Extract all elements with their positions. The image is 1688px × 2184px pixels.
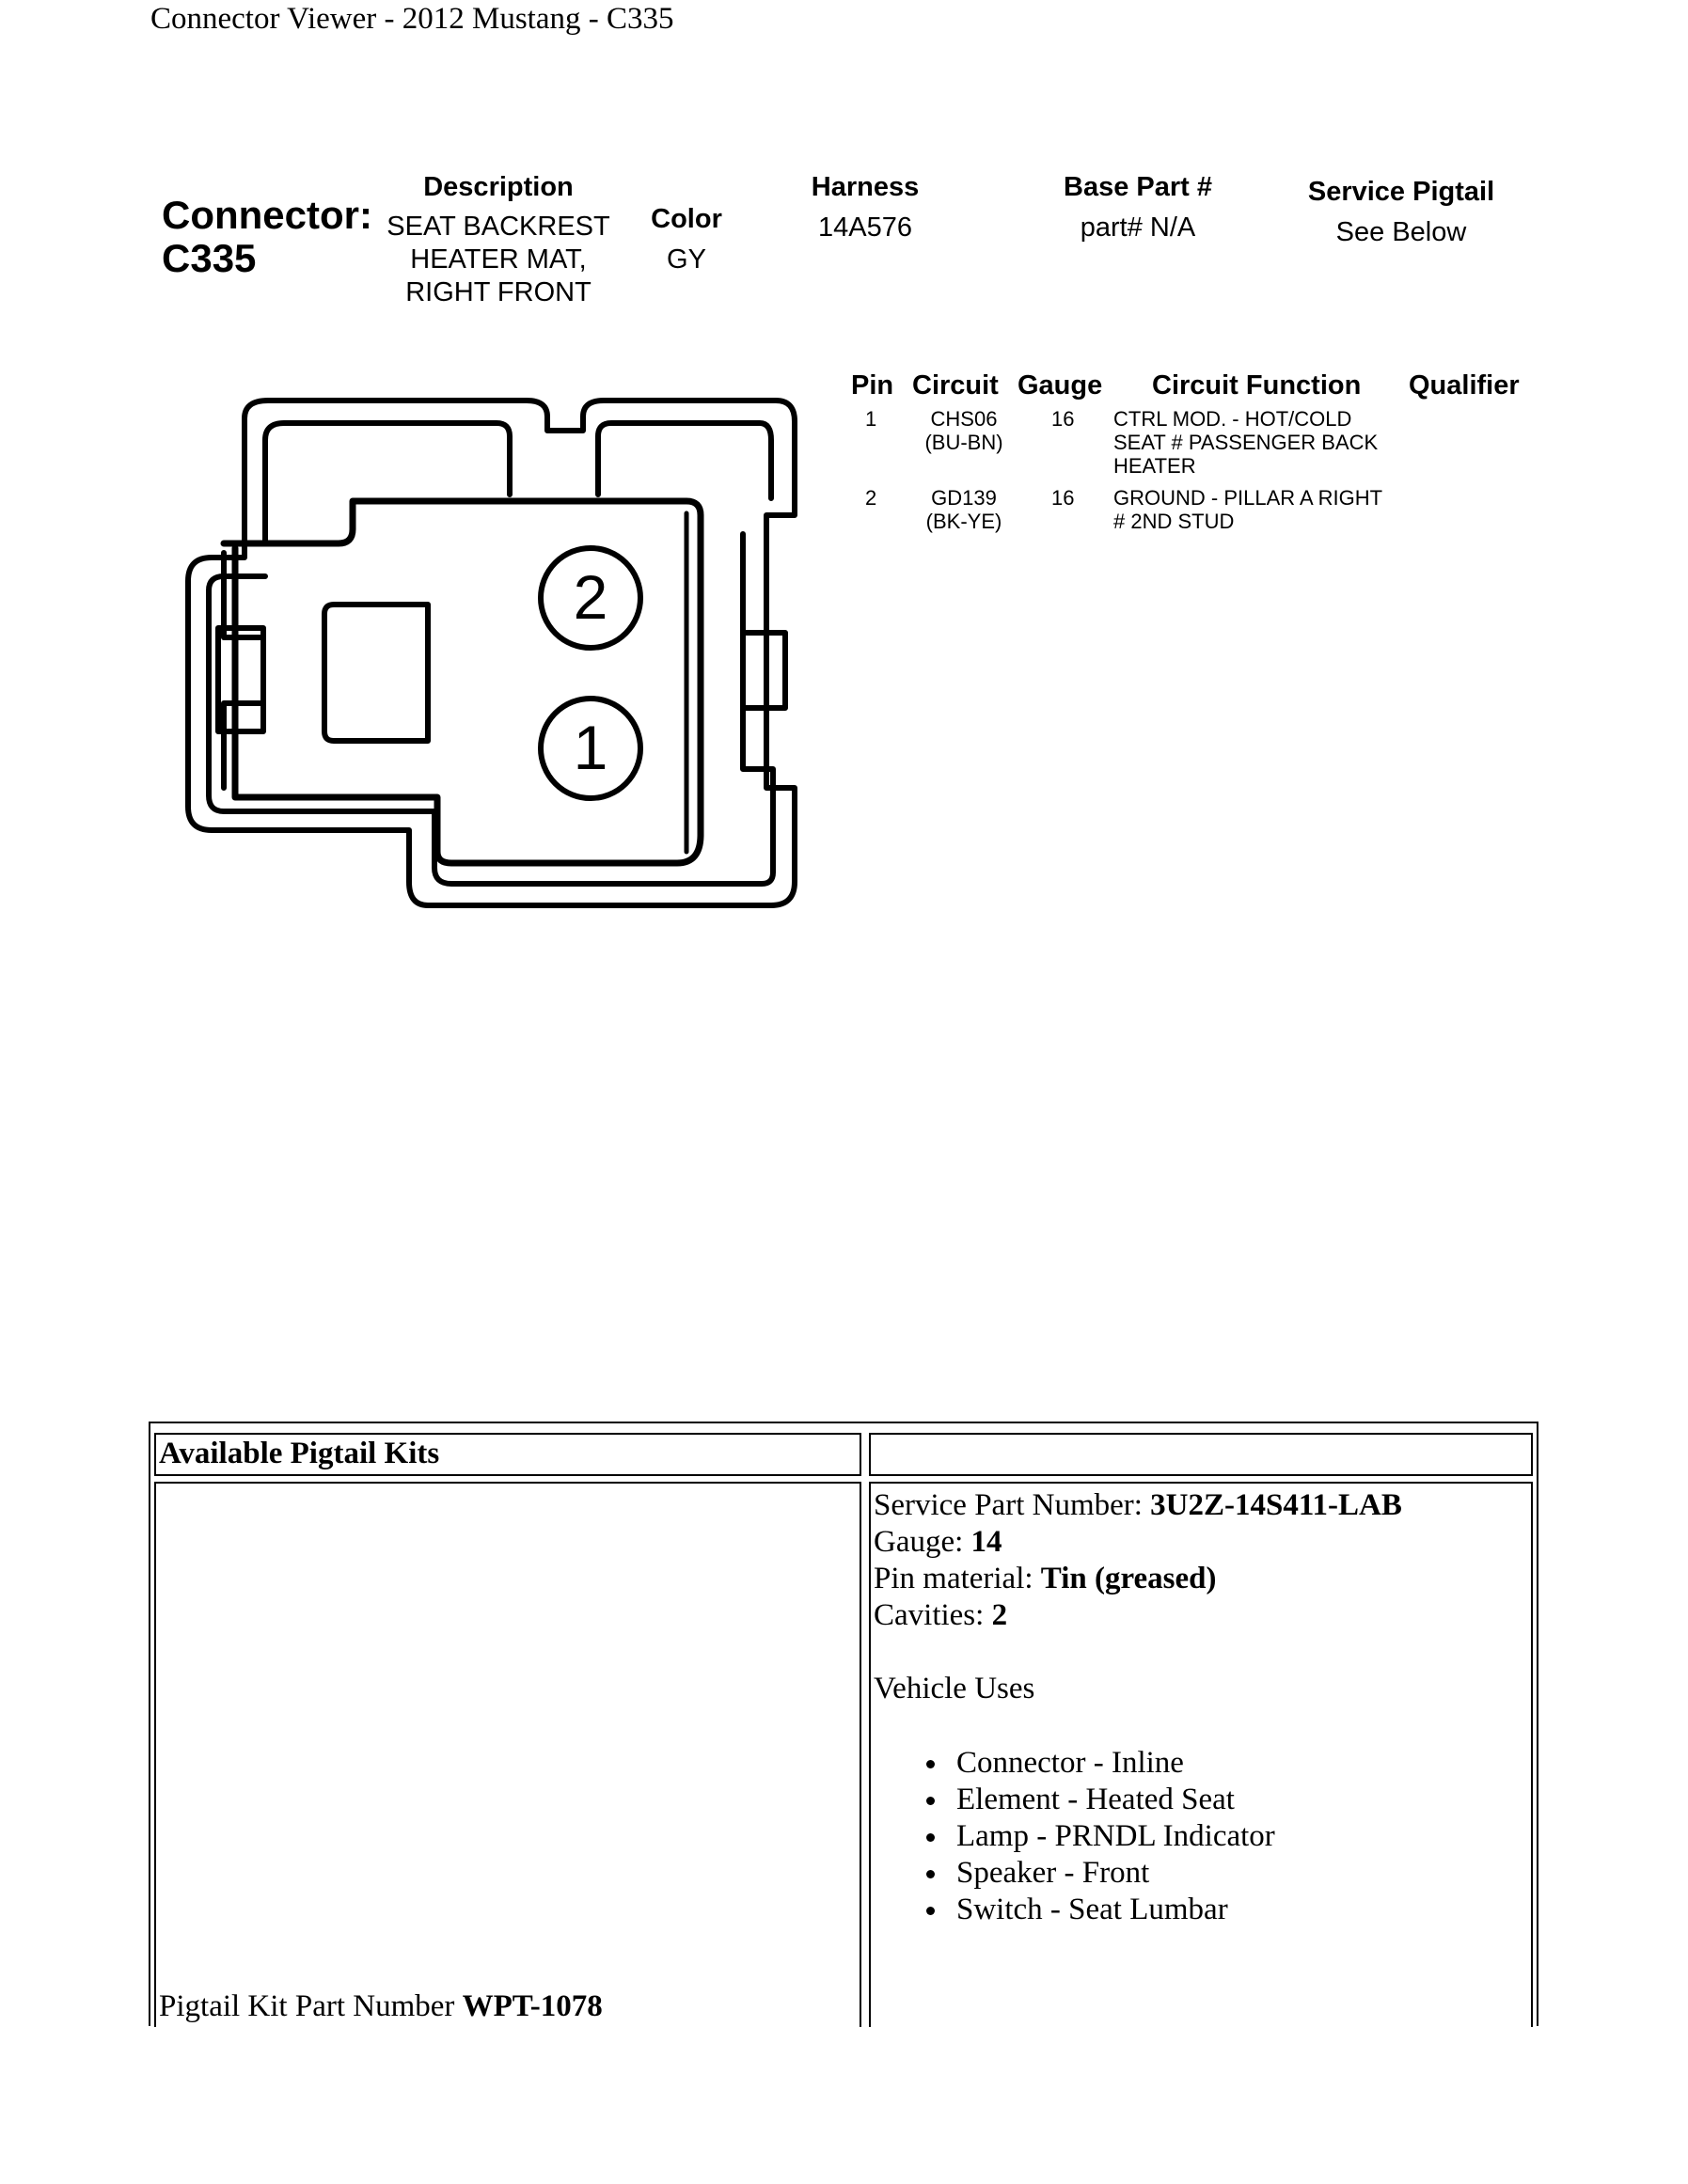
kit-details-cell (869, 1482, 1533, 2027)
section-title-cell (154, 1433, 861, 1476)
circuit-color: (BU-BN) (924, 431, 1003, 454)
function-cell (1113, 407, 1378, 478)
gauge-cell: 16 (1051, 486, 1075, 510)
color-header: Color (651, 204, 722, 234)
color-value: GY (667, 244, 706, 275)
service-pigtail-value: See Below (1335, 217, 1467, 247)
pigtail-kits-table (149, 1422, 1538, 2026)
latch-notch-lower (224, 703, 261, 788)
description-value (371, 211, 625, 309)
housing-inner-outline (265, 423, 510, 543)
description-line: RIGHT FRONT (405, 277, 592, 307)
service-part-label: Service Part Number: (874, 1488, 1151, 1522)
pin-material-label: Pin material: (874, 1562, 1041, 1595)
vehicle-uses-list (874, 1745, 1402, 1928)
service-part-line (874, 1487, 1402, 1524)
gauge-label: Gauge: (874, 1525, 971, 1559)
cavities-value: 2 (991, 1598, 1008, 1632)
qualifier-col-header: Qualifier (1409, 370, 1520, 401)
function-cell (1113, 486, 1382, 533)
function-col-header: Circuit Function (1152, 370, 1362, 401)
description-header: Description (423, 172, 574, 202)
harness-header: Harness (811, 172, 920, 202)
harness-value: 14A576 (818, 212, 912, 243)
section-title-empty-cell (869, 1433, 1533, 1476)
list-item: Speaker - Front (956, 1855, 1402, 1892)
cavities-line (874, 1597, 1402, 1634)
list-item: Switch - Seat Lumbar (956, 1892, 1402, 1928)
circuit-col-header: Circuit (912, 370, 999, 401)
page-title: Connector Viewer - 2012 Mustang - C335 (150, 2, 674, 36)
service-pigtail-header: Service Pigtail (1307, 177, 1495, 207)
kit-part-number-line (159, 1988, 603, 2025)
cavity-pin-1 (541, 699, 640, 798)
function-line: GROUND - PILLAR A RIGHT (1113, 486, 1383, 510)
list-item: Connector - Inline (956, 1745, 1402, 1782)
latch-notch (224, 553, 261, 637)
list-item: Element - Heated Seat (956, 1782, 1402, 1818)
pin-material-value: Tin (greased) (1040, 1562, 1217, 1595)
connector-label: Connector: (162, 193, 372, 237)
description-line: HEATER MAT, (410, 244, 587, 275)
gauge-value: 14 (970, 1525, 1002, 1559)
function-line: HEATER (1113, 454, 1196, 478)
connector-id: C335 (162, 236, 257, 280)
base-part-header: Base Part # (1064, 172, 1212, 202)
circuit-code: CHS06 (930, 407, 998, 431)
cavity-label: 1 (573, 713, 608, 782)
pin-number: 2 (865, 486, 877, 510)
gauge-line (874, 1524, 1402, 1561)
pin-number: 1 (865, 407, 877, 431)
base-part-value: part# N/A (1080, 212, 1196, 243)
key-notch (324, 605, 428, 741)
cavity-label: 2 (573, 562, 608, 632)
cavity-pin-2 (541, 548, 640, 648)
kit-image-cell (154, 1482, 861, 2027)
kit-details (874, 1487, 1402, 1928)
circuit-cell (917, 486, 1011, 533)
housing-inner-outline-right (598, 423, 771, 498)
service-part-number: 3U2Z-14S411-LAB (1150, 1488, 1402, 1522)
connector-label-block (162, 194, 372, 280)
connector-face-diagram (179, 393, 837, 919)
function-line: # 2ND STUD (1113, 510, 1235, 533)
function-line: SEAT # PASSENGER BACK (1113, 431, 1379, 454)
list-item: Lamp - PRNDL Indicator (956, 1818, 1402, 1855)
cavities-label: Cavities: (874, 1598, 992, 1632)
kit-part-number: WPT-1078 (462, 1989, 603, 2023)
circuit-color: (BK-YE) (925, 510, 1002, 533)
gauge-cell: 16 (1051, 407, 1075, 431)
gauge-col-header: Gauge (1018, 370, 1103, 401)
kit-part-label: Pigtail Kit Part Number (159, 1989, 463, 2023)
section-title: Available Pigtail Kits (159, 1437, 440, 1470)
pin-col-header: Pin (851, 370, 894, 401)
pin-material-line (874, 1561, 1402, 1597)
circuit-code: GD139 (931, 486, 997, 510)
function-line: CTRL MOD. - HOT/COLD (1113, 407, 1352, 431)
vehicle-uses-label: Vehicle Uses (874, 1672, 1035, 1705)
description-line: SEAT BACKREST (387, 212, 610, 242)
circuit-cell (917, 407, 1011, 454)
